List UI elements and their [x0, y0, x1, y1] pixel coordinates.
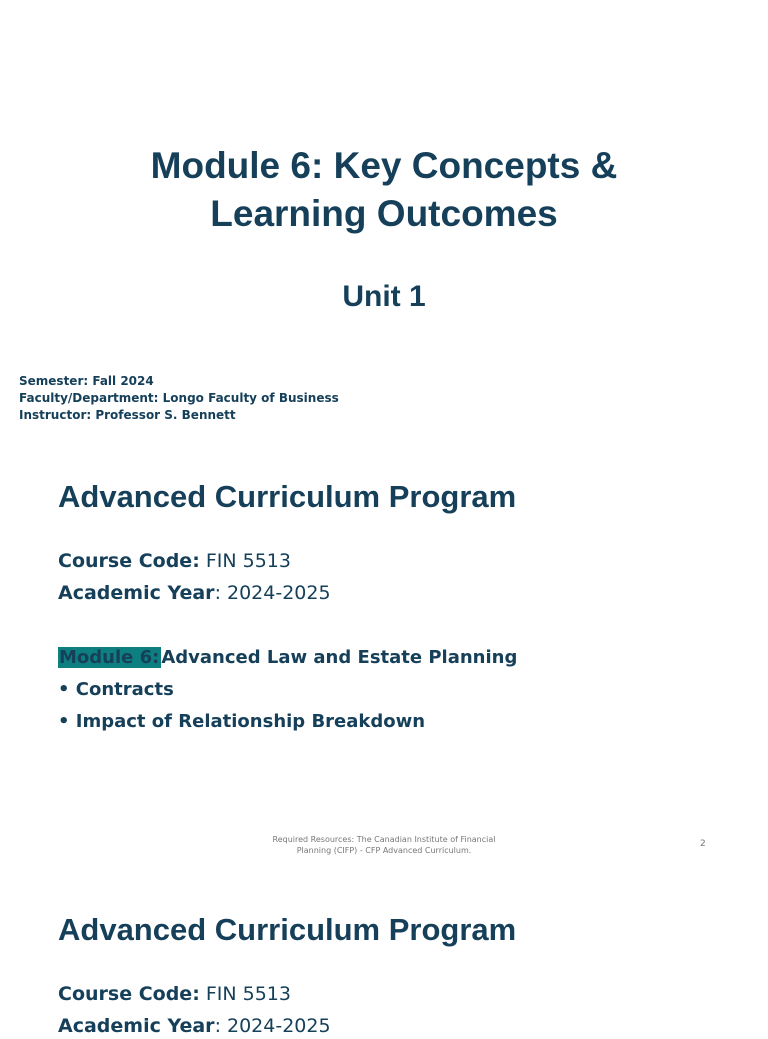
course-code-value: FIN 5513	[199, 550, 291, 572]
course-code-label: Course Code:	[58, 550, 200, 572]
course-code-line	[58, 548, 291, 574]
course-meta	[19, 373, 339, 424]
semester-text: Semester: Fall 2024	[19, 374, 154, 388]
instructor-text: Instructor: Professor S. Bennett	[19, 408, 236, 422]
slide-3-academic-year-line	[58, 1013, 331, 1039]
page-title	[0, 142, 768, 238]
slide-3-academic-year-value: : 2024-2025	[214, 1015, 331, 1037]
slide-3-course-code-label: Course Code:	[58, 983, 200, 1005]
slide-3-heading: Advanced Curriculum Program	[58, 912, 517, 947]
slide-3-course-code-value: FIN 5513	[199, 983, 291, 1005]
page-title-line-2: Learning Outcomes	[210, 193, 558, 234]
bullet-contracts: • Contracts	[58, 679, 174, 700]
academic-year-line	[58, 580, 331, 606]
faculty-text: Faculty/Department: Longo Faculty of Business	[19, 391, 339, 405]
academic-year-label: Academic Year	[58, 582, 215, 604]
slide-3-course-code-line	[58, 981, 291, 1007]
module-title: Advanced Law and Estate Planning	[161, 647, 518, 668]
page-number: 2	[700, 839, 706, 849]
footer-line-1: Required Resources: The Canadian Institute of Financial	[272, 835, 496, 844]
page-title-line-1: Module 6: Key Concepts &	[150, 145, 618, 186]
bullet-relationship-breakdown: • Impact of Relationship Breakdown	[58, 711, 426, 732]
required-resources-footer	[254, 834, 514, 856]
module-label-highlight: Module 6:	[59, 647, 160, 668]
unit-title: Unit 1	[342, 280, 426, 313]
module-line	[58, 645, 517, 671]
footer-line-2: Planning (CIFP) - CFP Advanced Curriculum.	[296, 846, 472, 855]
slide-3-academic-year-label: Academic Year	[58, 1015, 215, 1037]
slide-2-heading: Advanced Curriculum Program	[58, 479, 517, 514]
academic-year-value: : 2024-2025	[214, 582, 331, 604]
